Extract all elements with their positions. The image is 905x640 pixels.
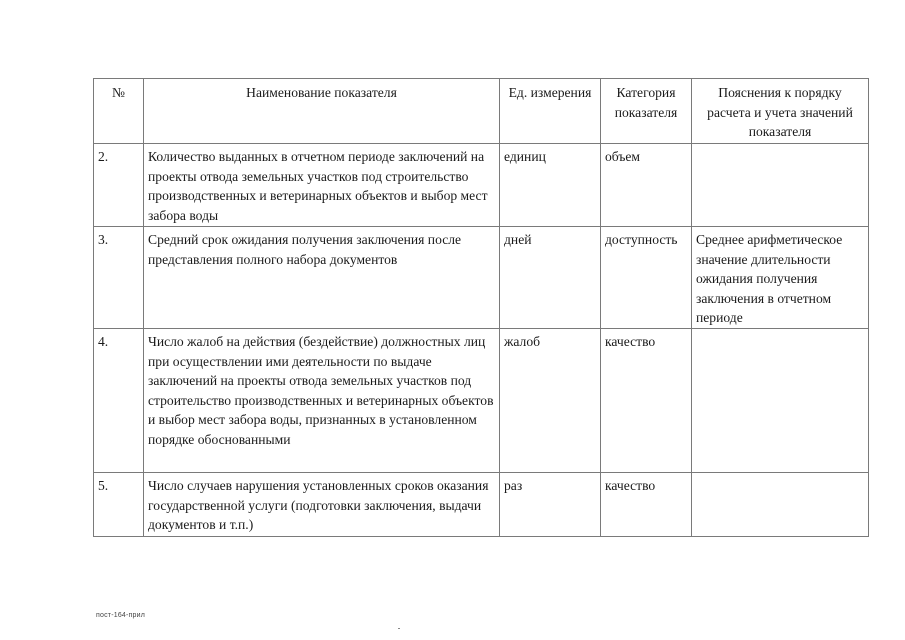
row-notes (692, 144, 869, 227)
header-category: Категория показателя (601, 79, 692, 144)
row-category: качество (601, 329, 692, 473)
row-name: Число жалоб на действия (бездействие) должностных лиц при осуществлении ими деятельности по выдаче заключений на проекты отвода земельных участков под строительство производственных и ветеринарных объектов и выбор мест забора воды, признанных в установленном порядке обоснованными (144, 329, 500, 473)
table-header-row (94, 79, 869, 144)
row-notes (692, 329, 869, 473)
scan-speck (398, 628, 400, 629)
row-notes (692, 473, 869, 537)
table-row (94, 144, 869, 227)
row-name: Средний срок ожидания получения заключения после представления полного набора документов (144, 227, 500, 329)
row-notes: Среднее арифметическое значение длительности ожидания получения заключения в отчетном периоде (692, 227, 869, 329)
indicators-table (93, 78, 869, 537)
row-unit: жалоб (500, 329, 601, 473)
row-name: Число случаев нарушения установленных сроков оказания государственной услуги (подготовки заключения, выдачи документов и т.п.) (144, 473, 500, 537)
header-name: Наименование показателя (144, 79, 500, 144)
row-name: Количество выданных в отчетном периоде заключений на проекты отвода земельных участков под строительство производственных и ветеринарных объектов и выбор мест забора воды (144, 144, 500, 227)
row-num: 3. (94, 227, 144, 329)
row-category: качество (601, 473, 692, 537)
footer-stamp: пост-164-прил (96, 612, 146, 619)
row-num: 5. (94, 473, 144, 537)
row-category: объем (601, 144, 692, 227)
table-row (94, 473, 869, 537)
row-category: доступность (601, 227, 692, 329)
row-unit: раз (500, 473, 601, 537)
table-row (94, 329, 869, 473)
row-num: 2. (94, 144, 144, 227)
header-notes: Пояснения к порядку расчета и учета значений показателя (692, 79, 869, 144)
row-unit: дней (500, 227, 601, 329)
header-unit: Ед. измерения (500, 79, 601, 144)
table-row (94, 227, 869, 329)
row-unit: единиц (500, 144, 601, 227)
header-num: № (94, 79, 144, 144)
row-num: 4. (94, 329, 144, 473)
